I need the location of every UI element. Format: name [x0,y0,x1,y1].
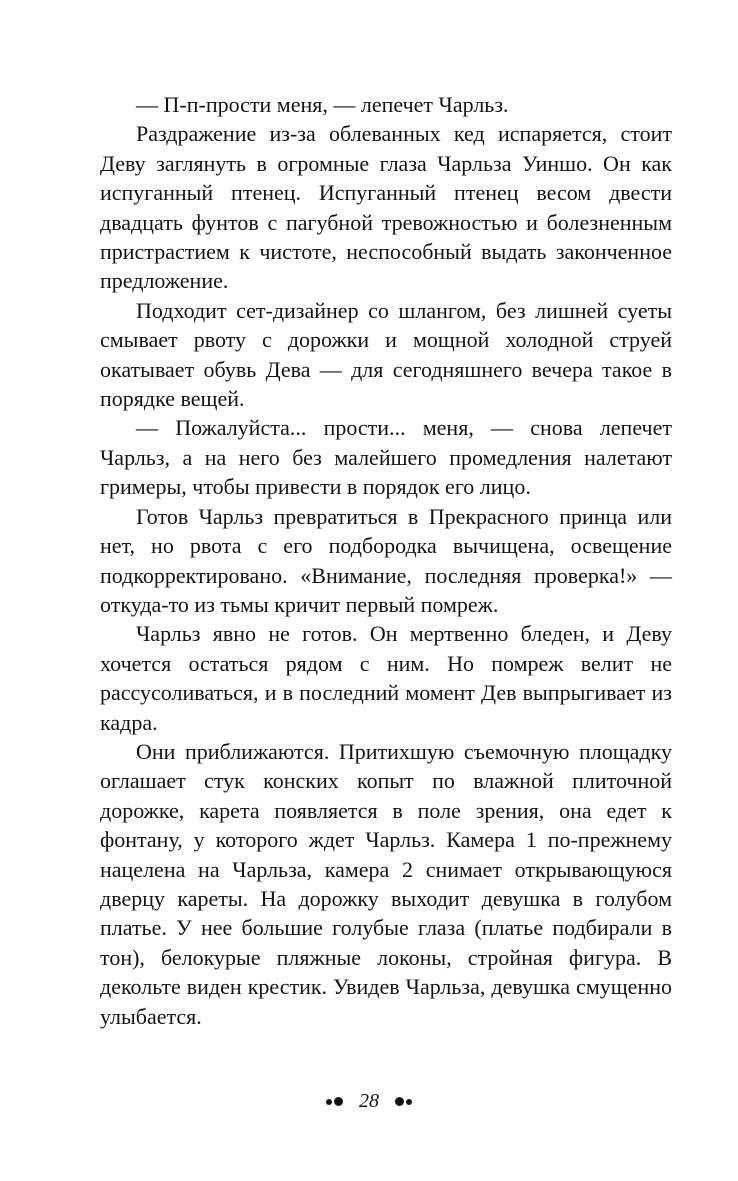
page-number: 28 [359,1090,379,1112]
paragraph-2: Раздражение из-за облеванных кед испаряется, стоит Деву заглянуть в огромные глаза Чарльза Уиншо. Он как испуганный птенец. Испуганный птенец весом двести двадцать фунтов с пагубной тревожностью и болезненным пристрастием к чистоте, неспособный выдать законченное предложение. [100,121,672,294]
paragraph-6: Чарльз явно не готов. Он мертвенно бледен, и Деву хочется остаться рядом с ним. Но помреж велит не рассусоливаться, и в последний момент Дев выпрыгивает из кадра. [100,621,672,735]
paragraph-4: — Пожалуйста... прости... меня, — снова лепечет Чарльз, а на него без малейшего промедления налетают гримеры, чтобы привести в порядок его лицо. [100,415,672,500]
paragraph-5: Готов Чарльз превратиться в Прекрасного принца или нет, но рвота с его подбородка вычищена, освещение подкорректировано. «Внимание, последняя проверка!» — откуда-то из тьмы кричит первый помреж. [100,503,672,617]
paragraph-1: — П-п-прости меня, — лепечет Чарльз. [136,92,509,117]
right-dots-ornament [393,1093,412,1111]
dot-icon [406,1099,412,1105]
dot-icon [334,1097,343,1106]
paragraph-7: Они приближаются. Притихшую съемочную площадку оглашает стук конских копыт по влажной плиточной дорожке, карета появляется в поле зрения, она едет к фонтану, у которого ждет Чарльз. Камера 1 по-прежнему нацелена на Чарльза, камера 2 снимает открывающуюся дверцу кареты. На дорожку выходит девушка в голубом платье. У нее большие голубые глаза (платье подбирали в тон), белокурые пляжные локоны, стройная фигура. В декольте виден крестик. Увидев Чарльза, девушка смущенно улыбается. [100,738,672,1029]
body-text [100,90,672,1031]
paragraph-3: Подходит сет-дизайнер со шлангом, без лишней суеты смывает рвоту с дорожки и мощной холодной струей окатывает обувь Дева — для сегодняшнего вечера такое в порядке вещей. [100,297,672,412]
left-dots-ornament [326,1093,345,1111]
dot-icon [395,1097,404,1106]
page-footer [0,1090,738,1113]
dot-icon [326,1099,332,1105]
